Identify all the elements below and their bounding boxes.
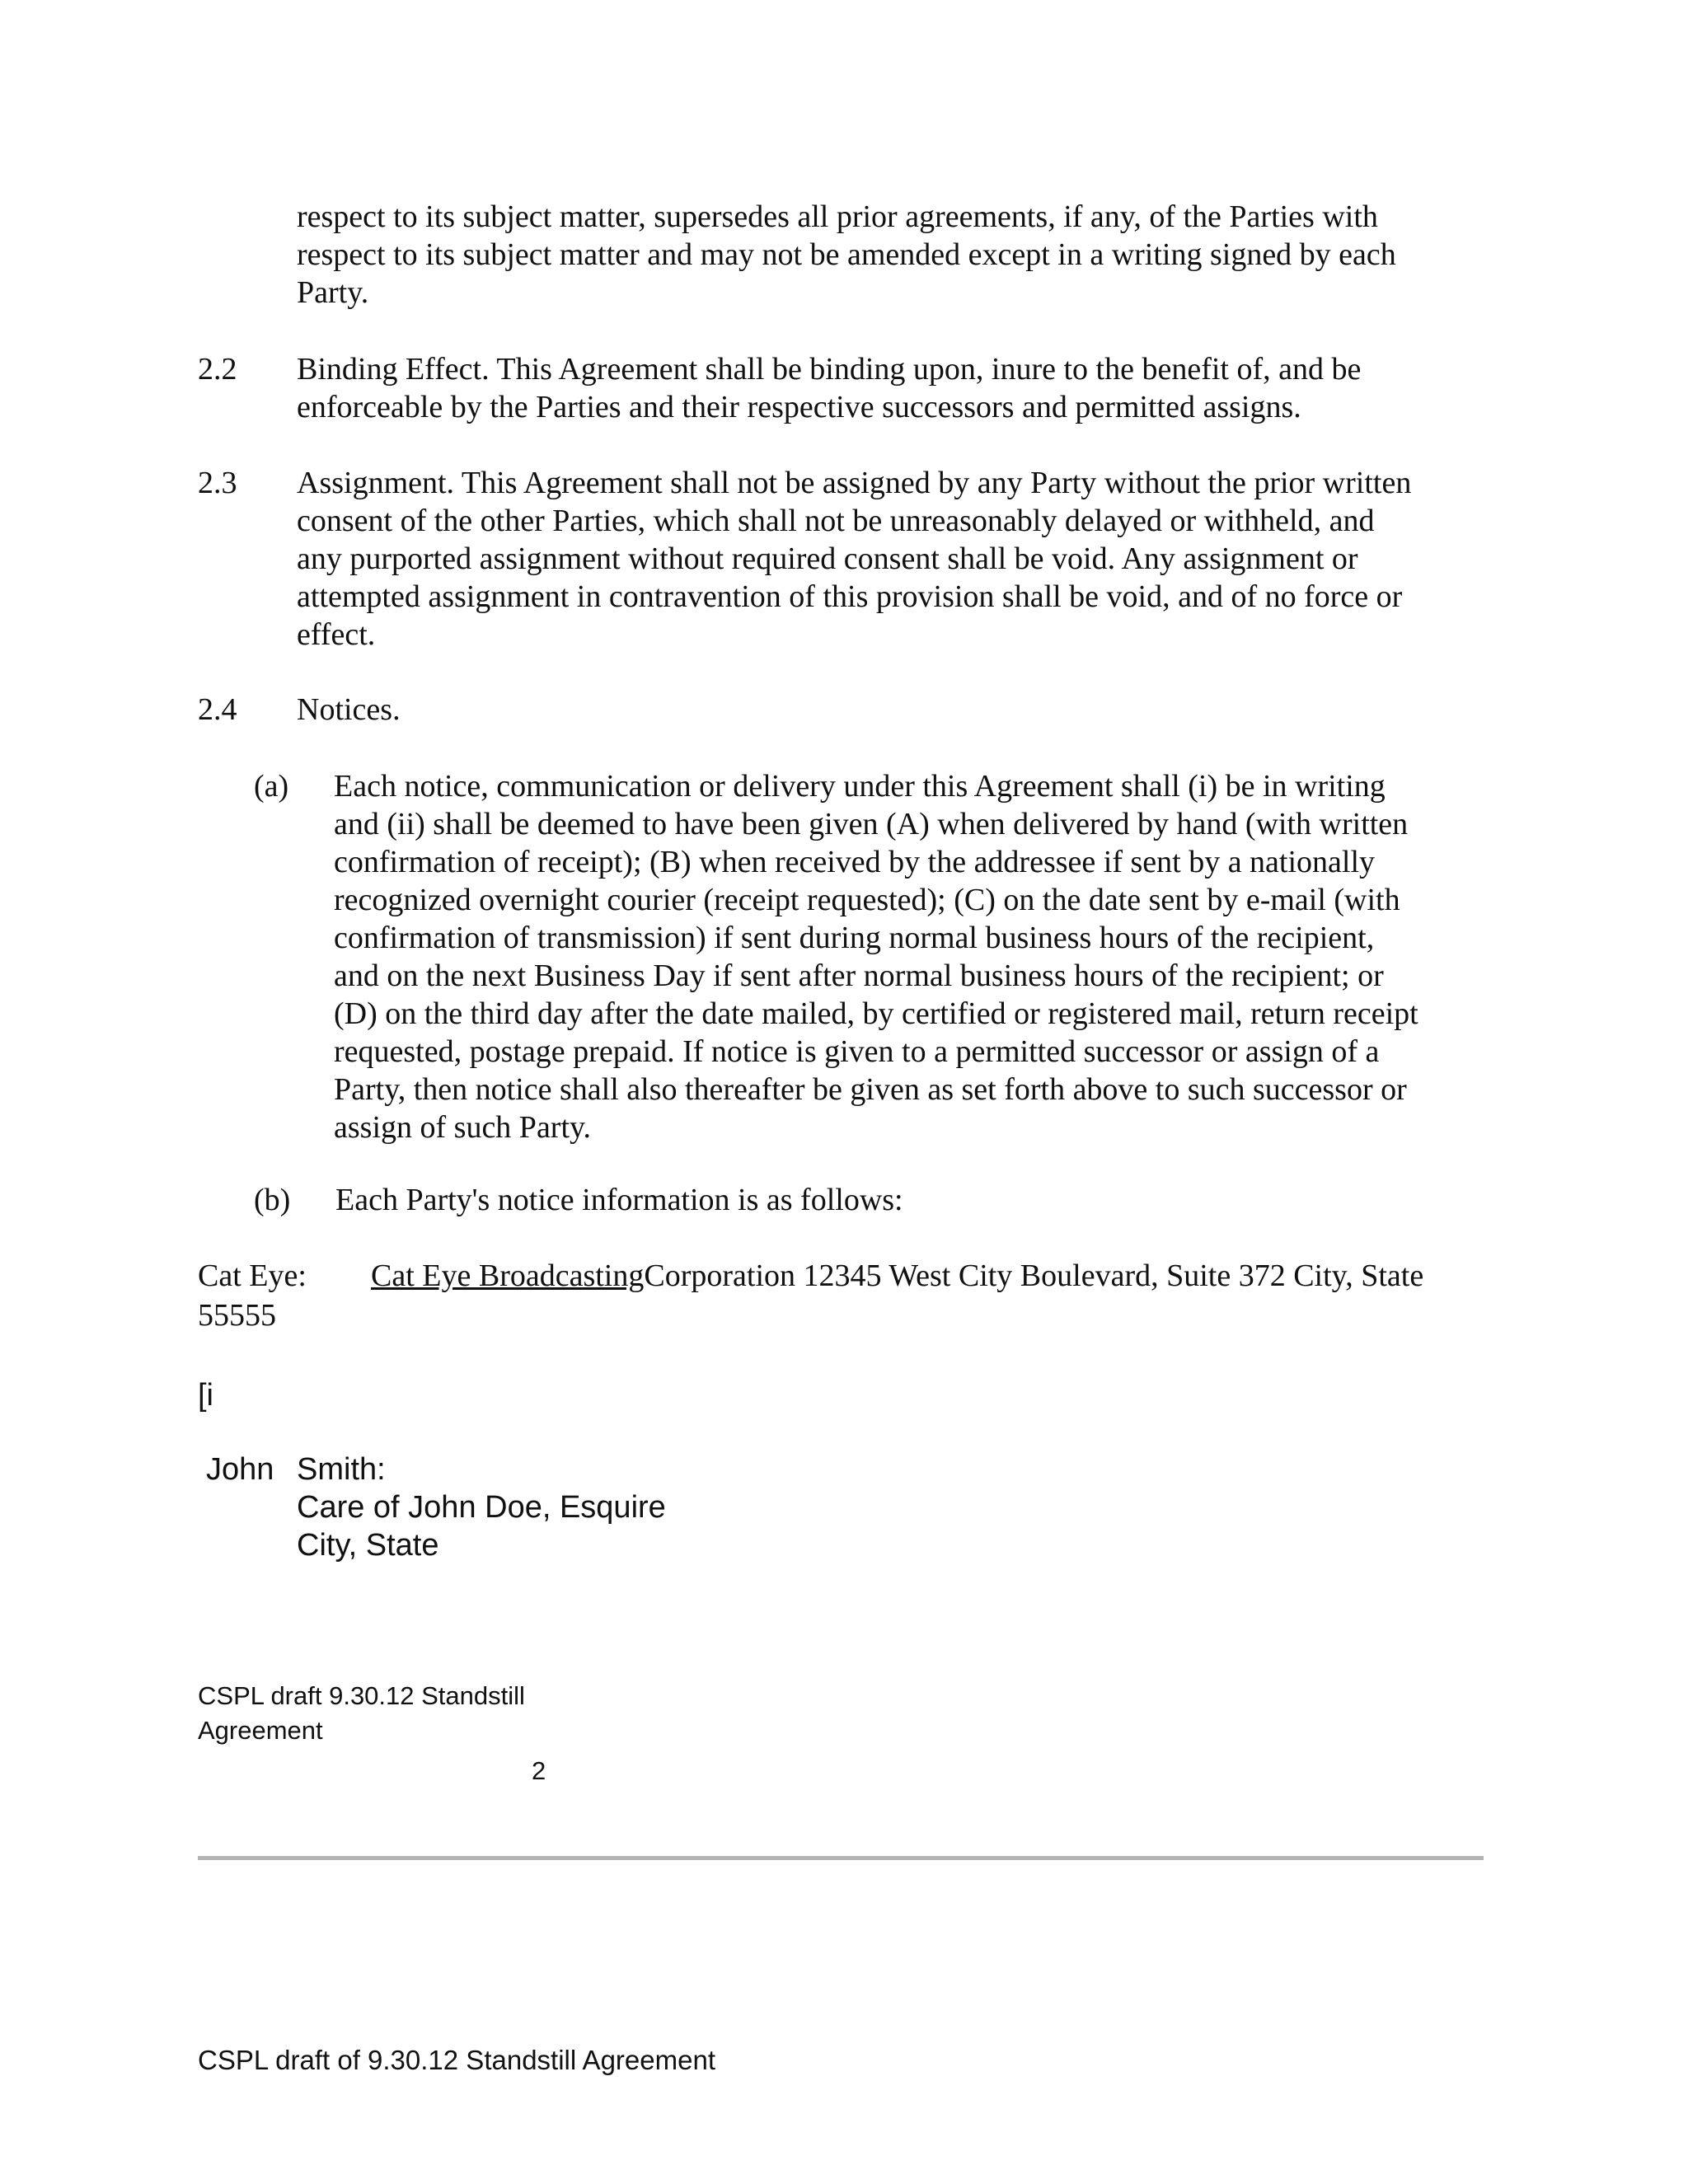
subsection-body — [335, 1181, 903, 1219]
notice-name-first: John — [206, 1452, 274, 1487]
section-line: attempted assignment in contravention of this provision shall be void, and of no force or — [297, 579, 1403, 614]
intro-paragraph — [297, 198, 1396, 312]
intro-line: respect to its subject matter and may not be amended except in a writing signed by each — [297, 237, 1396, 272]
notice-city: City, State — [297, 1528, 439, 1563]
subsection-line: Party, then notice shall also thereafter be given as set forth above to such successor or — [334, 1072, 1407, 1107]
subsection-label: (b) — [254, 1183, 291, 1217]
page-number: 2 — [532, 1756, 546, 1785]
subsection-line: Each Party's notice information is as follows: — [335, 1183, 903, 1217]
bracket-text: [i — [198, 1378, 213, 1413]
section-line: Binding Effect. This Agreement shall be binding upon, inure to the benefit of, and be — [297, 352, 1362, 387]
section-line: Assignment. This Agreement shall not be assigned by any Party without the prior written — [297, 466, 1412, 500]
subsection-line: assign of such Party. — [334, 1110, 592, 1145]
section-body — [297, 691, 401, 729]
company-address: Corporation 12345 West City Boulevard, Suite 372 City, State — [644, 1258, 1424, 1293]
subsection-line: requested, postage prepaid. If notice is given to a permitted successor or assign of a — [334, 1034, 1380, 1069]
subsection-line: recognized overnight courier (receipt requested); (C) on the date sent by e-mail (with — [334, 883, 1400, 917]
section-number: 2.4 — [198, 692, 237, 727]
notice-care-of: Care of John Doe, Esquire — [297, 1490, 666, 1525]
page-divider — [198, 1856, 1484, 1860]
subsection-line: confirmation of receipt); (B) when received by the addressee if sent by a nationally — [334, 845, 1376, 879]
intro-line: Party. — [297, 275, 369, 310]
section-line: Notices. — [297, 692, 401, 727]
notice-address — [371, 1257, 1423, 1295]
subsection-line: and on the next Business Day if sent after normal business hours of the recipient; or — [334, 958, 1384, 993]
subsection-body — [334, 767, 1418, 1146]
section-line: effect. — [297, 617, 376, 652]
notice-name-last: Smith: — [297, 1452, 386, 1487]
section-body — [297, 464, 1411, 654]
subsection-label: (a) — [254, 769, 289, 804]
draft-footer-line: CSPL draft 9.30.12 Standstill — [198, 1681, 525, 1710]
intro-line: respect to its subject matter, supersedes all prior agreements, if any, of the Parties with — [297, 199, 1378, 234]
notice-party-label: Cat Eye: — [198, 1258, 307, 1293]
subsection-line: Each notice, communication or delivery under this Agreement shall (i) be in writing — [334, 769, 1386, 804]
draft-footer-line: Agreement — [198, 1716, 323, 1745]
subsection-line: confirmation of transmission) if sent during normal business hours of the recipient, — [334, 921, 1375, 955]
subsection-line: (D) on the third day after the date mailed, by certified or registered mail, return receipt — [334, 996, 1418, 1031]
section-number: 2.3 — [198, 466, 237, 500]
section-line: consent of the other Parties, which shall not be unreasonably delayed or withheld, and — [297, 504, 1375, 538]
notice-zip: 55555 — [198, 1298, 276, 1333]
section-line: any purported assignment without required consent shall be void. Any assignment or — [297, 541, 1358, 576]
section-number: 2.2 — [198, 352, 237, 387]
company-name: Cat Eye Broadcasting — [371, 1258, 645, 1293]
bottom-footer: CSPL draft of 9.30.12 Standstill Agreement — [198, 2045, 715, 2075]
section-line: enforceable by the Parties and their respective successors and permitted assigns. — [297, 390, 1301, 424]
section-body — [297, 350, 1361, 426]
subsection-line: and (ii) shall be deemed to have been given (A) when delivered by hand (with written — [334, 807, 1409, 841]
